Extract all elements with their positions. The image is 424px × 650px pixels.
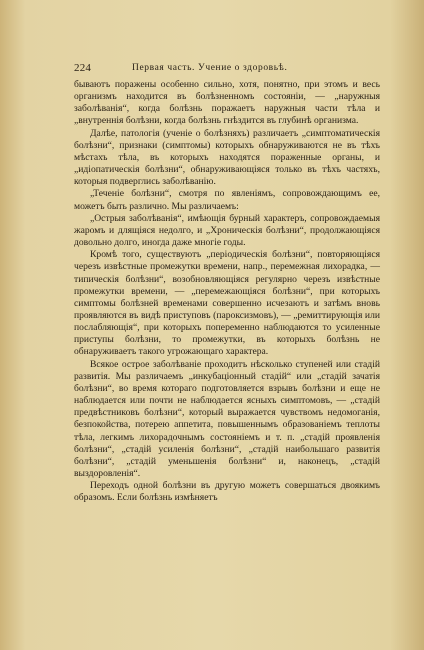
body-text bbox=[74, 79, 380, 504]
page-number: 224 bbox=[74, 62, 92, 74]
paragraph: Кромѣ того, существуютъ „періодическія болѣзни“, повторяющіяся черезъ извѣстные промежутки времени, напр., перемежная лихорадка, — типическія болѣзни“, возобновляющіяся регулярно черезъ извѣстные промежутки времени, — „перемежающіяся болѣзни“, при которыхъ симптомы болѣзней временами совершенно исчезаютъ и затѣмъ вновь проявляются въ видѣ приступовъ (пароксизмовъ), — „ремиттирующія или послабляющія“, при которыхъ попеременно наблюдаются то усиленные приступы болѣзни, то промежутки, въ которыхъ болѣзнь не обнаруживаетъ такого угрожающаго характера. bbox=[74, 249, 380, 358]
paragraph: бываютъ поражены особенно сильно, хотя, понятно, при этомъ и весь организмъ находится въ болѣзненномъ состояніи, — „наружныя заболѣванія“, когда болѣзнь поражаетъ наружныя части тѣла и „внутреннія болѣзни, когда болѣзнь гнѣздится въ глубинѣ организма. bbox=[74, 79, 380, 127]
paragraph: Переходъ одной болѣзни въ другую можетъ совершаться двоякимъ образомъ. Если болѣзнь измѣняетъ bbox=[74, 480, 380, 504]
paragraph: „Острыя заболѣванія“, имѣющія бурный характеръ, сопровождаемыя жаромъ и длящіяся недолго, и „Хроническія болѣзни“, продолжающіяся довольно долго, иногда даже многіе годы. bbox=[74, 212, 380, 249]
paragraph: Далѣе, патологія (ученіе о болѣзняхъ) различаетъ „симптоматическія болѣзни“, признаки (симптомы) которыхъ обнаруживаются не въ тѣхъ мѣстахъ тѣла, въ которыхъ находятся пораженные органы, и „идіопатическія болѣзни“, обнаруживающіяся только въ тѣхъ частяхъ, которыя подверглись заболѣванію. bbox=[74, 127, 380, 188]
paragraph: „Теченіе болѣзни“, смотря по явленіямъ, сопровождающимъ ее, можетъ быть различно. Мы различаемъ: bbox=[74, 188, 380, 212]
paragraph: Всякое острое заболѣваніе проходитъ нѣсколько ступеней или стадій развитія. Мы различаемъ „инкубаціонный стадій“ или „стадій зачатія болѣзни“, во время котораго подготовляется взрывъ болѣзни и еще не наблюдается или почти не наблюдается ясныхъ симптомовъ, — „стадій предвѣстниковъ болѣзни“, который выражается чувствомъ недомоганія, безпокойства, потерею аппетита, повышеннымъ образованіемъ теплоты тѣла, легкимъ лихорадочнымъ состояніемъ и т. п. „стадій проявленія болѣзни“, „стадій усиленія болѣзни“, „стадій наибольшаго развитія болѣзни“, „стадій уменьшенія болѣзни“ и, наконецъ, „стадій выздоровленія“. bbox=[74, 358, 380, 479]
running-head: Первая часть. Учение о здоровьѣ. bbox=[132, 63, 288, 73]
